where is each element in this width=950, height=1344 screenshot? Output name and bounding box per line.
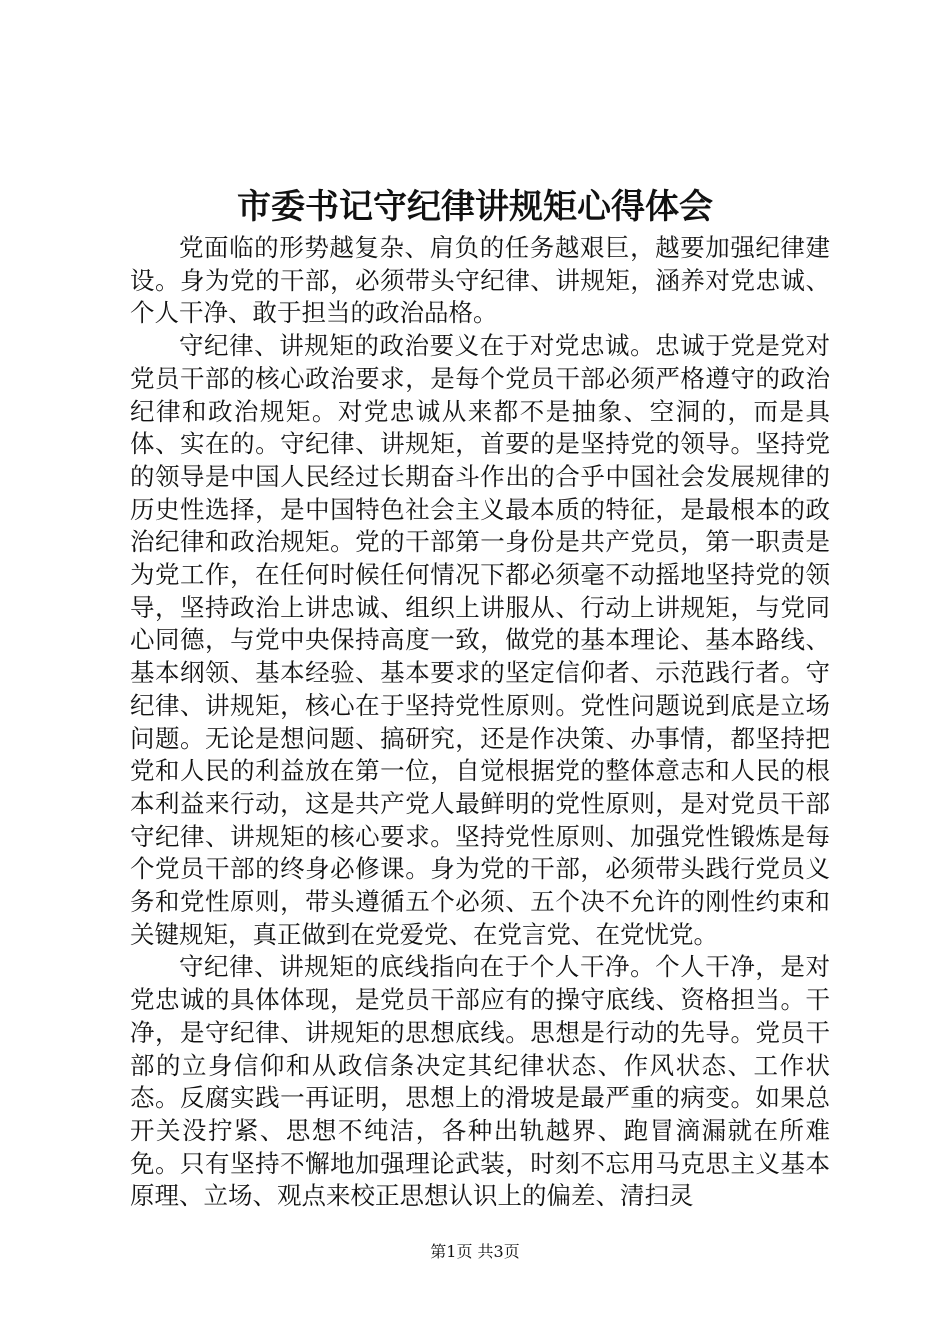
- paragraph-2: 守纪律、讲规矩的政治要义在于对党忠诚。忠诚于党是党对党员干部的核心政治要求，是每个党员干部必须严格遵守的政治纪律和政治规矩。对党忠诚从来都不是抽象、空洞的，而是具体、实在的。守纪律、讲规矩，首要的是坚持党的领导。坚持党的领导是中国人民经过长期奋斗作出的合乎中国社会发展规律的历史性选择，是中国特色社会主义最本质的特征，是最根本的政治纪律和政治规矩。党的干部第一身份是共产党员，第一职责是为党工作，在任何时候任何情况下都必须毫不动摇地坚持党的领导，坚持政治上讲忠诚、组织上讲服从、行动上讲规矩，与党同心同德，与党中央保持高度一致，做党的基本理论、基本路线、基本纲领、基本经验、基本要求的坚定信仰者、示范践行者。守纪律、讲规矩，核心在于坚持党性原则。党性问题说到底是立场问题。无论是想问题、搞研究，还是作决策、办事情，都坚持把党和人民的利益放在第一位，自觉根据党的整体意志和人民的根本利益来行动，这是共产党人最鲜明的党性原则，是对党员干部守纪律、讲规矩的核心要求。坚持党性原则、加强党性锻炼是每个党员干部的终身必修课。身为党的干部，必须带头践行党员义务和党性原则，带头遵循五个必须、五个决不允许的刚性约束和关键规矩，真正做到在党爱党、在党言党、在党忧党。: [130, 331, 830, 949]
- page-footer: 第1页 共3页: [430, 1242, 520, 1261]
- paragraph-1: 党面临的形势越复杂、肩负的任务越艰巨，越要加强纪律建设。身为党的干部，必须带头守纪律、讲规矩，涵养对党忠诚、个人干净、敢于担当的政治品格。: [130, 233, 830, 328]
- document-title: 市委书记守纪律讲规矩心得体会: [237, 187, 713, 227]
- paragraph-3: 守纪律、讲规矩的底线指向在于个人干净。个人干净，是对党忠诚的具体体现，是党员干部应有的操守底线、资格担当。干净，是守纪律、讲规矩的思想底线。思想是行动的先导。党员干部的立身信仰和从政信条决定其纪律状态、作风状态、工作状态。反腐实践一再证明，思想上的滑坡是最严重的病变。如果总开关没拧紧、思想不纯洁，各种出轨越界、跑冒滴漏就在所难免。只有坚持不懈地加强理论武装，时刻不忘用马克思主义基本原理、立场、观点来校正思想认识上的偏差、清扫灵: [130, 952, 830, 1211]
- document-body: [130, 232, 830, 1213]
